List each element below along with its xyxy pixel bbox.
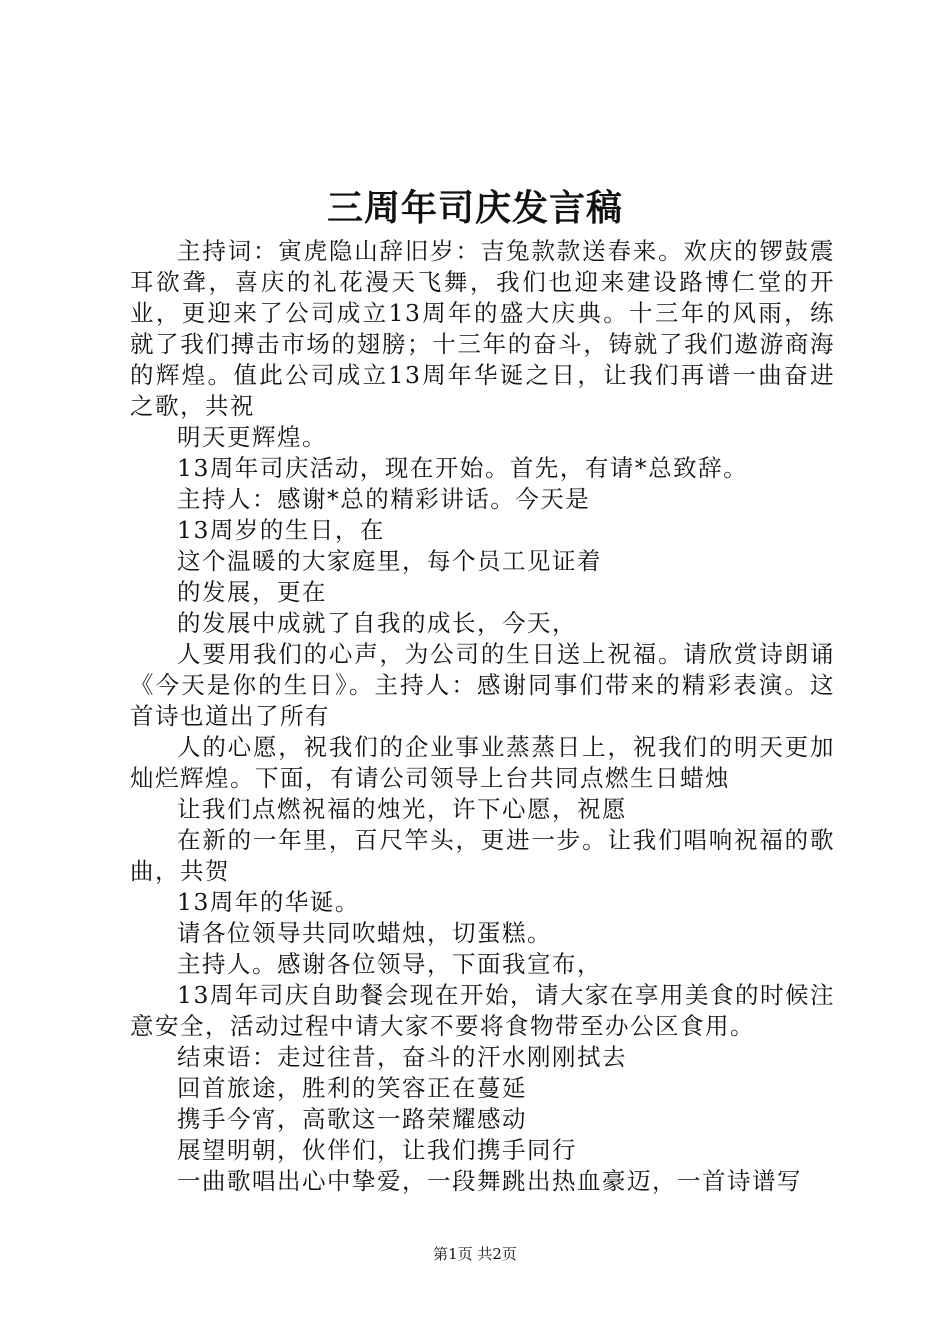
paragraph: 这个温暖的大家庭里，每个员工见证着 — [177, 547, 602, 575]
paragraph: 一曲歌唱出心中挚爱，一段舞跳出热血豪迈，一首诗谱写 — [177, 1167, 802, 1195]
paragraph: 主持人。感谢各位领导，下面我宣布， — [177, 950, 602, 978]
paragraph-closing: 结束语：走过往昔，奋斗的汗水刚刚拭去 — [177, 1043, 627, 1071]
page-number: 第1页 共2页 — [433, 1245, 517, 1263]
paragraph-opening: 主持词：寅虎隐山辞旧岁：吉兔款款送春来。欢庆的锣鼓震耳欲聋，喜庆的礼花漫天飞舞，我们也迎来建设路博仁堂的开业，更迎来了公司成立13周年的盛大庆典。十三年的风雨，练就了我们搏击市场的翅膀；十三年的奋斗，铸就了我们遨游商海的辉煌。值此公司成立13周年华诞之日，让我们再谱一曲奋进之歌，共祝 — [130, 237, 835, 420]
paragraph: 明天更辉煌。 — [177, 423, 327, 451]
paragraph: 的发展，更在 — [177, 578, 327, 606]
paragraph: 13周岁的生日，在 — [177, 516, 385, 544]
paragraph: 13周年的华诞。 — [177, 888, 360, 916]
paragraph: 人要用我们的心声，为公司的生日送上祝福。请欣赏诗朗诵《今天是你的生日》。主持人：感谢同事们带来的精彩表演。这首诗也道出了所有 — [130, 640, 835, 730]
paragraph: 13周年司庆自助餐会现在开始，请大家在享用美食的时候注意安全，活动过程中请大家不要将食物带至办公区食用。 — [130, 981, 835, 1040]
paragraph: 人的心愿，祝我们的企业事业蒸蒸日上，祝我们的明天更加灿烂辉煌。下面，有请公司领导上台共同点燃生日蜡烛 — [130, 733, 835, 792]
paragraph: 在新的一年里，百尺竿头，更进一步。让我们唱响祝福的歌曲，共贺 — [130, 826, 835, 885]
paragraph: 主持人：感谢*总的精彩讲话。今天是 — [177, 485, 591, 513]
paragraph: 13周年司庆活动，现在开始。首先，有请*总致辞。 — [177, 454, 749, 482]
paragraph: 携手今宵，高歌这一路荣耀感动 — [177, 1105, 527, 1133]
paragraph: 请各位领导共同吹蜡烛，切蛋糕。 — [177, 919, 552, 947]
paragraph: 展望明朝，伙伴们，让我们携手同行 — [177, 1136, 577, 1164]
paragraph: 让我们点燃祝福的烛光，许下心愿，祝愿 — [177, 795, 627, 823]
paragraph: 的发展中成就了自我的成长，今天， — [177, 609, 577, 637]
document-body — [130, 236, 835, 1197]
paragraph: 回首旅途，胜利的笑容正在蔓延 — [177, 1074, 527, 1102]
document-title: 三周年司庆发言稿 — [326, 187, 623, 229]
